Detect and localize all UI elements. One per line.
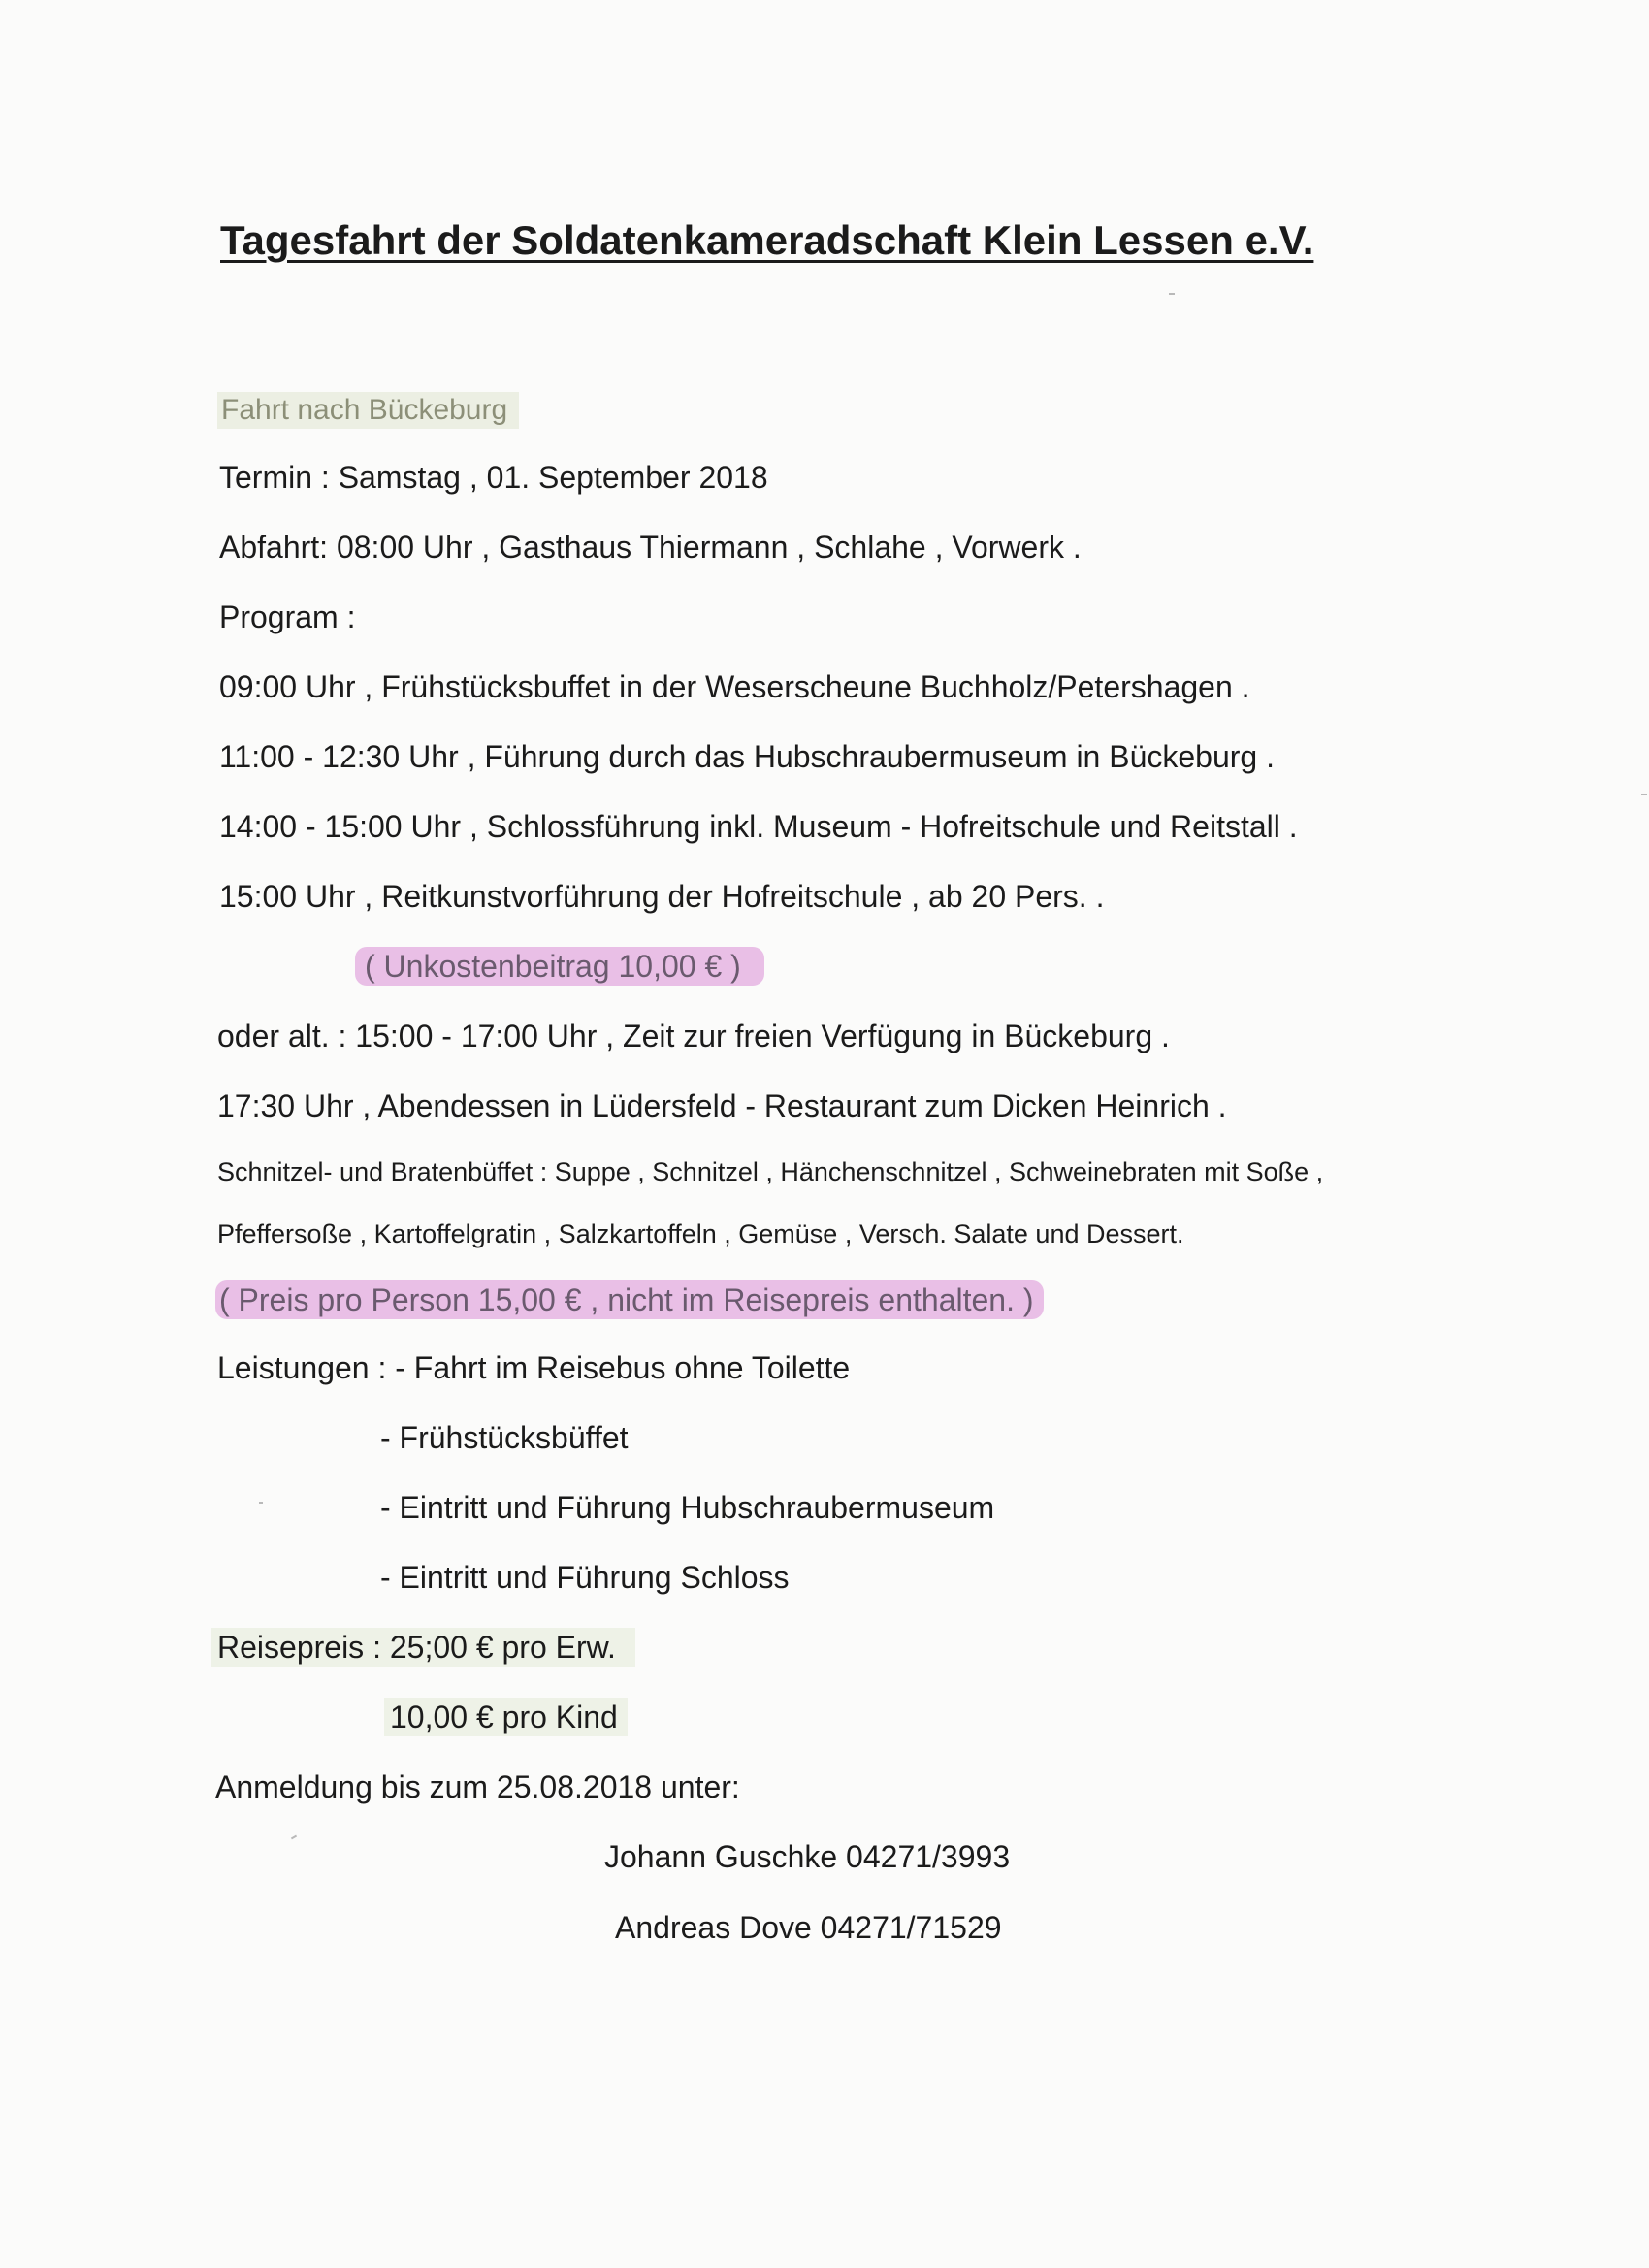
program-item: 15:00 Uhr , Reitkunstvorführung der Hofreitschule , ab 20 Pers. . — [219, 879, 1105, 914]
anmeldung-line: Anmeldung bis zum 25.08.2018 unter: — [215, 1769, 740, 1804]
reisepreis-erw: Reisepreis : 25;00 € pro Erw. — [211, 1628, 635, 1667]
leistungen-item: - Eintritt und Führung Schloss — [380, 1560, 790, 1595]
leistungen-item: - Frühstücksbüffet — [380, 1420, 629, 1455]
scan-speck — [259, 1502, 263, 1504]
buffet-line-2: Pfeffersoße , Kartoffelgratin , Salzkartoffeln , Gemüse , Versch. Salate und Dessert. — [217, 1219, 1184, 1248]
document-title: Tagesfahrt der Soldatenkameradschaft Klein Lessen e.V. — [220, 217, 1314, 263]
leistungen-item: - Eintritt und Führung Hubschraubermuseum — [380, 1490, 995, 1525]
alt-line: oder alt. : 15:00 - 17:00 Uhr , Zeit zur freien Verfügung in Bückeburg . — [217, 1019, 1170, 1053]
unkosten-note: ( Unkostenbeitrag 10,00 € ) — [355, 947, 764, 986]
scan-speck — [1169, 293, 1175, 295]
program-label: Program : — [219, 599, 356, 634]
trip-subtitle: Fahrt nach Bückeburg — [217, 392, 519, 429]
preis-person-note: ( Preis pro Person 15,00 € , nicht im Reisepreis enthalten. ) — [215, 1280, 1044, 1319]
abfahrt-line: Abfahrt: 08:00 Uhr , Gasthaus Thiermann , Schlahe , Vorwerk . — [219, 530, 1082, 565]
scan-speck — [291, 1835, 297, 1840]
buffet-line-1: Schnitzel- und Bratenbüffet : Suppe , Schnitzel , Hänchenschnitzel , Schweinebraten mit Soße , — [217, 1157, 1324, 1186]
contact-line: Johann Guschke 04271/3993 — [604, 1839, 1011, 1874]
abendessen-line: 17:30 Uhr , Abendessen in Lüdersfeld - Restaurant zum Dicken Heinrich . — [217, 1088, 1227, 1123]
program-item: 09:00 Uhr , Frühstücksbuffet in der Weserscheune Buchholz/Petershagen . — [219, 669, 1250, 704]
program-item: 11:00 - 12:30 Uhr , Führung durch das Hubschraubermuseum in Bückeburg . — [219, 739, 1275, 774]
termin-line: Termin : Samstag , 01. September 2018 — [219, 460, 768, 495]
leistungen-line: Leistungen : - Fahrt im Reisebus ohne Toilette — [217, 1350, 851, 1385]
scan-speck — [1641, 794, 1647, 795]
program-item: 14:00 - 15:00 Uhr , Schlossführung inkl. Museum - Hofreitschule und Reitstall . — [219, 809, 1298, 844]
reisepreis-kind: 10,00 € pro Kind — [384, 1698, 628, 1736]
contact-line: Andreas Dove 04271/71529 — [615, 1910, 1002, 1945]
